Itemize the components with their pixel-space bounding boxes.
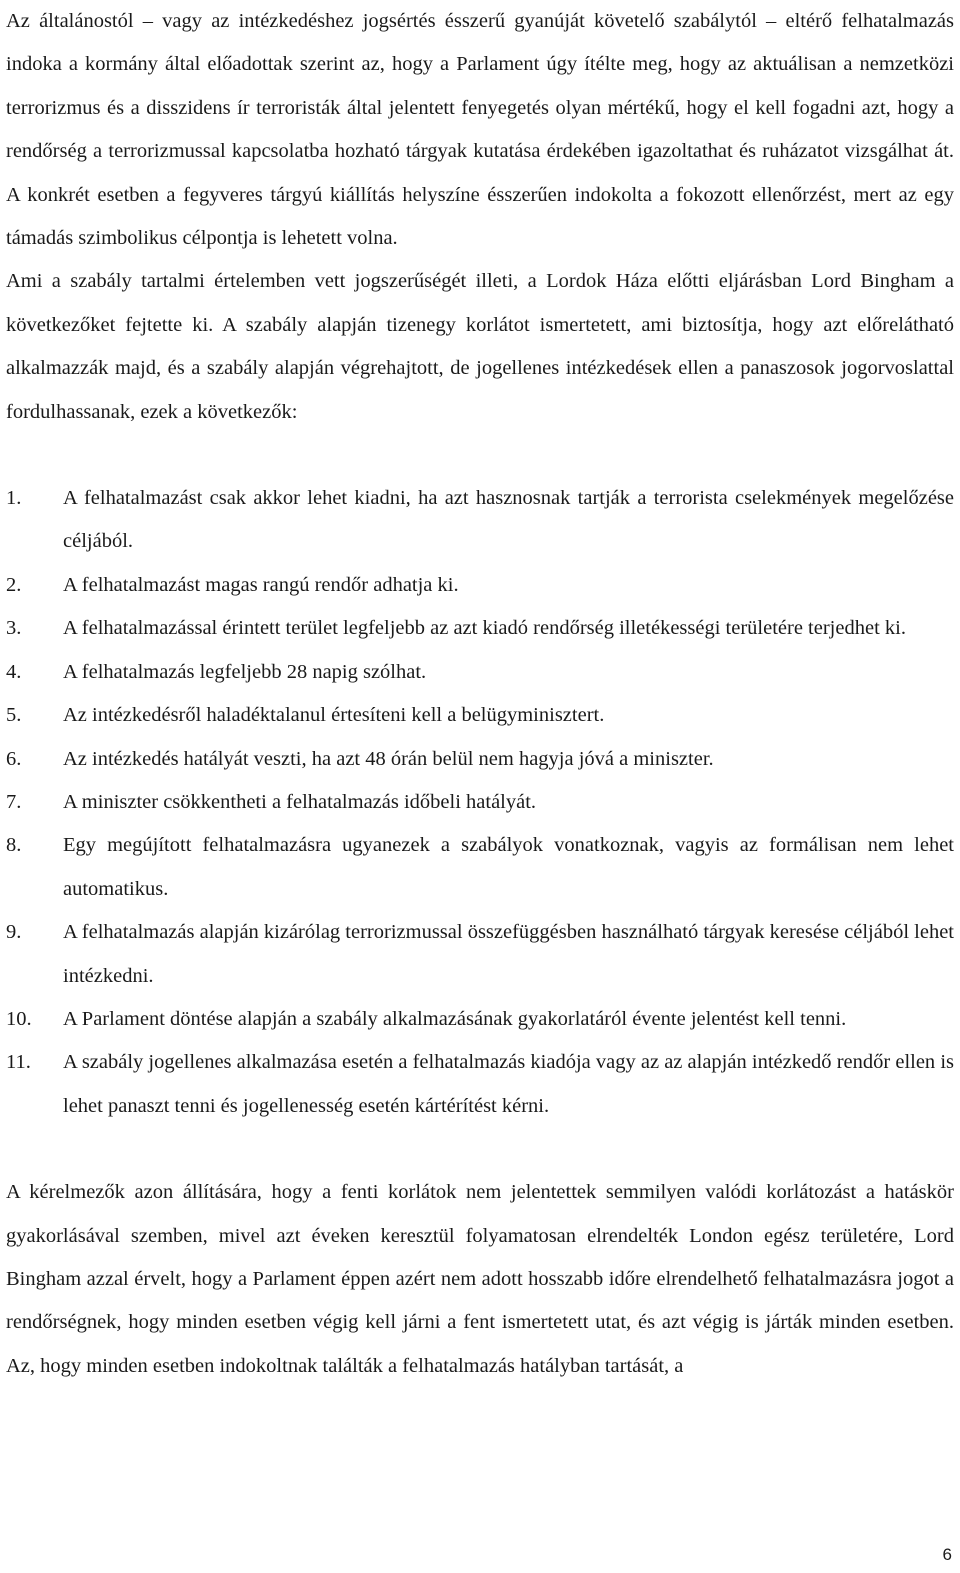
list-number: 4.	[6, 660, 22, 683]
page-number: 6	[942, 1545, 952, 1564]
list-number: 8.	[6, 834, 22, 857]
list-text: A szabály jogellenes alkalmazása esetén a felhatalmazás kiadója vagy az az alapján intézkedő rendőr ellen is lehet panaszt tenni és jogellenesség esetén kártérítést kérni.	[63, 1051, 954, 1117]
list-number: 11.	[6, 1051, 31, 1074]
list-number: 9.	[6, 921, 22, 944]
list-item	[6, 1041, 954, 1128]
list-text: Az intézkedés hatályát veszti, ha azt 48 órán belül nem hagyja jóvá a miniszter.	[63, 747, 714, 770]
list-text: A felhatalmazás alapján kizárólag terrorizmussal összefüggésben használható tárgyak keresése céljából lehet intézkedni.	[63, 921, 954, 987]
list-text: A miniszter csökkentheti a felhatalmazás időbeli hatályát.	[63, 790, 537, 813]
list-number: 5.	[6, 704, 22, 727]
list-text: A Parlament döntése alapján a szabály alkalmazásának gyakorlatáról évente jelentést kell tenni.	[63, 1007, 847, 1030]
document-page	[6, 0, 954, 1388]
list-number: 6.	[6, 747, 22, 770]
list-text: A felhatalmazás legfeljebb 28 napig szólhat.	[63, 660, 427, 683]
list-text: Egy megújított felhatalmazásra ugyanezek a szabályok vonatkoznak, vagyis az formálisan nem lehet automatikus.	[63, 834, 954, 900]
list-text: Az intézkedésről haladéktalanul értesíteni kell a belügyminisztert.	[63, 704, 605, 727]
list-number: 3.	[6, 617, 22, 640]
paragraph-applicants-claim: A kérelmezők azon állítására, hogy a fenti korlátok nem jelentettek semmilyen valódi korlátozást a hatáskör gyakorlásával szemben, mivel azt éveken keresztül folyamatosan elrendelték London egész területére, Lord Bingham azzal érvelt, hogy a Parlament éppen azért nem adott hosszabb időre elrendelhető felhatalmazásra jogot a rendőrségnek, hogy minden esetben végig kell járni a fent ismertetett utat, és azt végig is járták minden esetben. Az, hogy minden esetben indokoltnak találták a felhatalmazás hatályban tartását, a	[6, 1181, 954, 1377]
limits-list	[6, 477, 954, 1128]
list-text: A felhatalmazást magas rangú rendőr adhatja ki.	[63, 573, 459, 596]
list-item	[6, 607, 954, 650]
paragraph-lord-bingham: Ami a szabály tartalmi értelemben vett jogszerűségét illeti, a Lordok Háza előtti eljárásban Lord Bingham a következőket fejtette ki. A szabály alapján tizenegy korlátot ismertetett, ami biztosítja, hogy azt előrelátható alkalmazzák majd, és a szabály alapján végrehajtott, de jogellenes intézkedések ellen a panaszosok jogorvoslattal fordulhassanak, ezek a következők:	[6, 270, 954, 423]
list-number: 7.	[6, 790, 22, 813]
list-item	[6, 651, 954, 694]
list-item	[6, 998, 954, 1041]
list-item	[6, 781, 954, 824]
list-item	[6, 738, 954, 781]
list-item	[6, 564, 954, 607]
list-item	[6, 694, 954, 737]
list-number: 10.	[6, 1007, 32, 1030]
list-number: 1.	[6, 487, 22, 510]
list-text: A felhatalmazással érintett terület legfeljebb az azt kiadó rendőrség illetékességi területére terjedhet ki.	[63, 617, 906, 640]
paragraph-justification: Az általánostól – vagy az intézkedéshez jogsértés ésszerű gyanúját követelő szabálytól – eltérő felhatalmazás indoka a kormány által előadottak szerint az, hogy a Parlament úgy ítélte meg, hogy az aktuálisan a nemzetközi terrorizmus és a disszidens ír terroristák által jelentett fenyegetés olyan mértékű, hogy el kell fogadni azt, hogy a rendőrség a terrorizmussal kapcsolatba hozható tárgyak kutatása érdekében igazoltathat és ruházatot vizsgálhat át. A konkrét esetben a fegyveres tárgyú kiállítás helyszíne ésszerűen indokolta a fokozott ellenőrzést, mert az egy támadás szimbolikus célpontja is lehetett volna.	[6, 10, 954, 250]
list-item	[6, 911, 954, 998]
list-item	[6, 824, 954, 911]
list-number: 2.	[6, 573, 22, 596]
list-item	[6, 477, 954, 564]
list-text: A felhatalmazást csak akkor lehet kiadni, ha azt hasznosnak tartják a terrorista cselekmények megelőzése céljából.	[63, 487, 954, 553]
